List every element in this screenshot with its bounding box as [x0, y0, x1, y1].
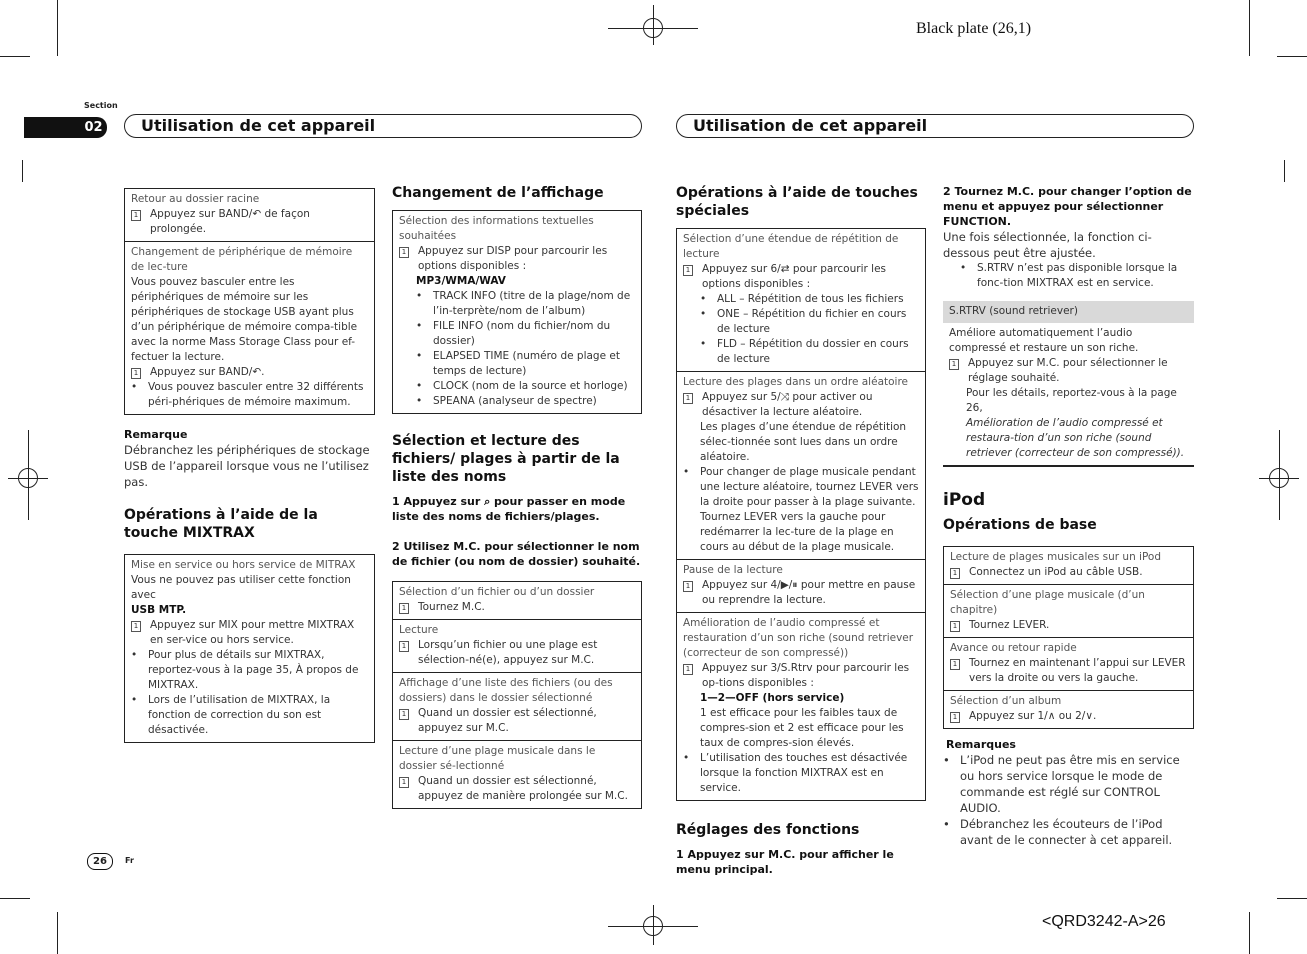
cell-text: Vous ne pouvez pas utiliser cette fonction avec	[131, 574, 351, 601]
step-item: 1 Connectez un iPod au câble USB.	[950, 565, 1187, 580]
bullet-item: • Pour plus de détails sur MIXTRAX, reportez-vous à la page 35, À propos de MIXTRAX.	[131, 648, 368, 693]
step-item: 1 Appuyez sur DISP pour parcourir les options disponibles :	[399, 244, 635, 274]
step-item: 1 Appuyez sur 6/⇄ pour parcourir les options disponibles :	[683, 262, 919, 292]
section-heading: Opérations de base	[943, 517, 1097, 533]
remark-text: Débranchez les périphériques de stockage USB de l’appareil lorsque vous ne l’utilisez pas.	[124, 443, 370, 489]
step-item: 1 Quand un dossier est sélectionné, appuyez de manière prolongée sur M.C.	[399, 774, 635, 804]
step-heading: 1 Appuyez sur M.C. pour afficher le menu principal.	[676, 848, 894, 876]
step-text: Une fois sélectionnée, la fonction ci-dessous peut être ajustée.	[943, 230, 1152, 260]
crop-mark	[1277, 56, 1307, 57]
step-text: Appuyez sur BAND/↶.	[150, 366, 265, 378]
bullet-text: Pour changer de plage musicale pendant une lecture aléatoire, tournez LEVER vers la droite pour passer à la plage suivante. Tournez LEVER vers la gauche pour redémarrer la lec-ture de la plage en cours au début de la plage musicale.	[700, 466, 919, 553]
option-text: ALL – Répétition de tous les fichiers	[717, 293, 904, 305]
info-table	[124, 188, 375, 415]
bullet-text: L’iPod ne peut pas être mis en service ou hors service lorsque le mode de commande est réglé sur CONTROL AUDIO.	[960, 753, 1180, 815]
option-item: • ONE – Répétition du fichier en cours de lecture	[683, 307, 919, 337]
table-cell	[944, 585, 1193, 638]
table-cell	[677, 229, 925, 372]
table-cell	[393, 673, 641, 741]
registration-line	[653, 905, 654, 945]
step-item: 1 Appuyez sur 3/S.Rtrv pour parcourir les op-tions disponibles :	[683, 661, 919, 691]
step-text: Appuyez sur BAND/↶ de façon prolongée.	[150, 208, 310, 235]
info-table	[943, 546, 1194, 729]
crop-mark	[1284, 160, 1285, 182]
bullet-item: • S.RTRV n’est pas disponible lorsque la fonc-tion MIXTRAX est en service.	[943, 261, 1194, 291]
step-heading: 1 Appuyez sur ⌕ pour passer en mode liste des noms de fichiers/plages.	[392, 495, 626, 523]
step-item: 1 Appuyez sur 4/▶/⏸ pour mettre en pause ou reprendre la lecture.	[683, 578, 919, 608]
cell-text: 1 est efficace pour les faibles taux de compres-sion et 2 est efficace pour les taux de compres-sion élevés.	[700, 707, 904, 749]
cell-caption: Sélection d’un fichier ou d’un dossier	[399, 586, 595, 598]
option-list: 1—2—OFF (hors service)	[700, 692, 845, 704]
step-text: Appuyez sur M.C. pour sélectionner le réglage souhaité.	[968, 357, 1168, 384]
table-cell	[677, 560, 925, 613]
bullet-text: S.RTRV n’est pas disponible lorsque la fonc-tion MIXTRAX est en service.	[977, 262, 1178, 289]
option-text: SPEANA (analyseur de spectre)	[433, 395, 597, 407]
crop-mark	[57, 912, 58, 954]
cell-text: Pour les détails, reportez-vous à la page 26,	[966, 387, 1177, 414]
crop-mark	[1249, 0, 1250, 56]
step-item: 1 Tournez en maintenant l’appui sur LEVER vers la droite ou vers la gauche.	[950, 656, 1187, 686]
bullet-text: L’utilisation des touches est désactivée lorsque la fonction MIXTRAX est en service.	[700, 752, 908, 794]
cell-caption: Avance ou retour rapide	[950, 642, 1077, 654]
step-text: Appuyez sur 1/∧ ou 2/∨.	[969, 710, 1097, 722]
option-item: • FILE INFO (nom du fichier/nom du dossier)	[399, 319, 635, 349]
step-text: Tournez LEVER.	[969, 619, 1050, 631]
bullet-item: • Débranchez les écouteurs de l’iPod avant de le connecter à cet appareil.	[943, 816, 1194, 848]
step-text: Appuyez sur 6/⇄ pour parcourir les options disponibles :	[702, 263, 886, 290]
step-item: 1 Appuyez sur BAND/↶.	[131, 365, 368, 380]
option-item: • FLD – Répétition du dossier en cours de lecture	[683, 337, 919, 367]
step-item: 1 Appuyez sur M.C. pour sélectionner le réglage souhaité.	[949, 356, 1188, 386]
cell-caption: Mise en service ou hors service de MITRAX	[131, 559, 356, 571]
format-list: MP3/WMA/WAV	[416, 275, 506, 287]
option-item: • ALL – Répétition de tous les fichiers	[700, 293, 904, 305]
cell-caption: Sélection des informations textuelles souhaitées	[399, 215, 594, 242]
bullet-text: Débranchez les écouteurs de l’iPod avant de le connecter à cet appareil.	[960, 817, 1173, 847]
option-text: TRACK INFO (titre de la plage/nom de l’in-terprète/nom de l’album)	[433, 290, 631, 317]
cell-caption: Lecture des plages dans un ordre aléatoire	[683, 376, 909, 388]
crop-mark	[1277, 898, 1307, 899]
section-heading: Opérations à l’aide de touches spéciales	[676, 185, 918, 219]
step-text: Appuyez sur 5/⤨ pour activer ou désactiver la lecture aléatoire.	[702, 391, 873, 418]
column-4	[943, 184, 1194, 848]
info-table	[392, 581, 642, 809]
step-item: 1 Appuyez sur MIX pour mettre MIXTRAX en ser-vice ou hors service.	[131, 618, 368, 648]
option-text: CLOCK (nom de la source et horloge)	[433, 380, 628, 392]
cell-caption: Changement de périphérique de mémoire de lec-ture	[131, 246, 353, 273]
info-table	[124, 554, 375, 743]
srtrv-table	[943, 301, 1194, 467]
cell-caption: Lecture d’une plage musicale dans le dossier sé-lectionné	[399, 745, 596, 772]
table-cell	[393, 582, 641, 620]
section-heading: Réglages des fonctions	[676, 822, 860, 838]
bullet-item: • Vous pouvez basculer entre 32 différents péri-phériques de mémoire maximum.	[131, 380, 368, 410]
bullet-text: Pour plus de détails sur MIXTRAX, reportez-vous à la page 35, À propos de MIXTRAX.	[148, 649, 359, 691]
crop-mark	[0, 898, 30, 899]
cell-caption: Amélioration de l’audio compressé et restauration d’un son riche (sound retriever (correcteur de son compressé))	[683, 617, 914, 659]
table-cell	[944, 691, 1193, 728]
crop-mark	[57, 0, 58, 56]
step-item: 1 Appuyez sur 1/∧ ou 2/∨.	[950, 709, 1187, 724]
section-heading: Opérations à l’aide de la touche MIXTRAX	[124, 507, 318, 541]
cell-caption: Retour au dossier racine	[131, 193, 260, 205]
step-text: Tournez M.C.	[418, 601, 485, 613]
section-label: Section	[84, 101, 118, 110]
section-heading: Sélection et lecture des fichiers/ plages à partir de la liste des noms	[392, 433, 620, 485]
remark-title: Remarque	[124, 428, 188, 441]
cell-caption: Pause de la lecture	[683, 564, 783, 576]
cell-caption: Sélection d’une plage musicale (d’un chapitre)	[950, 589, 1145, 616]
step-text: Appuyez sur 4/▶/⏸ pour mettre en pause ou reprendre la lecture.	[702, 579, 916, 606]
column-2	[392, 184, 642, 809]
step-text: Appuyez sur DISP pour parcourir les options disponibles :	[418, 245, 608, 272]
step-text: Tournez en maintenant l’appui sur LEVER vers la droite ou vers la gauche.	[969, 657, 1186, 684]
table-cell	[677, 613, 925, 800]
table-cell	[943, 323, 1194, 465]
step-text: Lorsqu’un fichier ou une plage est sélection-né(e), appuyez sur M.C.	[418, 639, 598, 666]
table-cell	[944, 547, 1193, 585]
bullet-item: • Pour changer de plage musicale pendant une lecture aléatoire, tournez LEVER vers la droite pour passer à la plage suivante. Tournez LEVER vers la gauche pour redémarrer la lec-ture de la plage en cours au début de la plage musicale.	[683, 466, 919, 553]
page-title-left: Utilisation de cet appareil	[124, 114, 642, 138]
table-cell	[944, 638, 1193, 691]
table-cell	[393, 211, 641, 413]
bullet-item: • Lors de l’utilisation de MIXTRAX, la fonction de correction du son est désactivée.	[131, 693, 368, 738]
document-code: <QRD3242-A>26	[1042, 913, 1166, 930]
option-text: FILE INFO (nom du fichier/nom du dossier)	[433, 320, 611, 347]
option-text: ELAPSED TIME (numéro de plage et temps de lecture)	[433, 350, 620, 377]
bullet-text: Lors de l’utilisation de MIXTRAX, la fonction de correction du son est désactivée.	[148, 694, 331, 736]
cell-text: Vous pouvez basculer entre les périphériques de mémoire sur les périphériques de stockage USB ayant plus d’un périphérique de mémoire compa-tible avec la norme Mass Storage Class pour ef-fectuer la lecture.	[131, 276, 358, 363]
step-item: 1 Tournez LEVER.	[950, 618, 1187, 633]
step-text: Appuyez sur MIX pour mettre MIXTRAX en ser-vice ou hors service.	[150, 619, 355, 646]
table-cell	[125, 555, 374, 742]
bullet-text: Vous pouvez basculer entre 32 différents péri-phériques de mémoire maximum.	[148, 381, 364, 408]
table-cell	[393, 620, 641, 673]
option-text: ONE – Répétition du fichier en cours de lecture	[717, 308, 907, 335]
crop-mark	[0, 56, 30, 57]
page-title-right: Utilisation de cet appareil	[676, 114, 1194, 138]
table-cell	[125, 189, 374, 242]
step-text: Quand un dossier est sélectionné, appuyez de manière prolongée sur M.C.	[418, 775, 628, 802]
step-text: Quand un dossier est sélectionné, appuyez sur M.C.	[418, 707, 597, 734]
table-cell	[677, 372, 925, 560]
cell-caption: Lecture	[399, 624, 439, 636]
cell-caption: Sélection d’une étendue de répétition de lecture	[683, 233, 899, 260]
step-item: 1 Lorsqu’un fichier ou une plage est sélection-né(e), appuyez sur M.C.	[399, 638, 635, 668]
step-item: 1 Tournez M.C.	[399, 600, 635, 615]
column-3	[676, 184, 926, 877]
cell-caption: Sélection d’un album	[950, 695, 1062, 707]
crop-mark	[22, 160, 23, 182]
cell-text: Améliore automatiquement l’audio compressé et restaure un son riche.	[949, 327, 1139, 354]
table-cell	[393, 741, 641, 808]
info-table	[676, 228, 926, 801]
option-item: • SPEANA (analyseur de spectre)	[416, 395, 597, 407]
chapter-heading: iPod	[943, 490, 986, 510]
section-heading: Changement de l’affichage	[392, 185, 604, 201]
plate-label: Black plate (26,1)	[916, 20, 1032, 37]
cell-text: Les plages d’une étendue de répétition sélec-tionnée sont lues dans un ordre aléatoire.	[700, 421, 907, 463]
section-number: 02	[80, 117, 107, 138]
step-item: 1 Appuyez sur BAND/↶ de façon prolongée.	[131, 207, 368, 237]
crop-mark	[1249, 912, 1250, 954]
registration-line	[653, 5, 654, 45]
cell-caption: Lecture de plages musicales sur un iPod	[950, 551, 1162, 563]
option-item: • ELAPSED TIME (numéro de plage et temps de lecture)	[399, 349, 635, 379]
table-cell	[125, 242, 374, 414]
bullet-item: • L’utilisation des touches est désactivée lorsque la fonction MIXTRAX est en service.	[683, 751, 919, 796]
language-label: Fr	[125, 856, 134, 865]
remark-title: Remarques	[946, 738, 1016, 751]
registration-line	[1279, 430, 1280, 520]
option-item: • CLOCK (nom de la source et horloge)	[416, 380, 628, 392]
step-item: 1 Quand un dossier est sélectionné, appuyez sur M.C.	[399, 706, 635, 736]
step-text: Connectez un iPod au câble USB.	[969, 566, 1143, 578]
cell-link-text: Amélioration de l’audio compressé et restaura-tion d’un son riche (sound retriever (correcteur de son compressé)).	[966, 417, 1185, 459]
page-number: 26	[87, 853, 113, 870]
info-table	[392, 210, 642, 414]
registration-line	[28, 430, 29, 520]
cell-caption: Affichage d’une liste des fichiers (ou des dossiers) dans le dossier sélectionné	[399, 677, 613, 704]
option-item: • TRACK INFO (titre de la plage/nom de l’in-terprète/nom de l’album)	[399, 289, 635, 319]
step-heading: 2 Tournez M.C. pour changer l’option de menu et appuyez pour sélectionner FUNCTION.	[943, 185, 1192, 228]
option-text: FLD – Répétition du dossier en cours de lecture	[717, 338, 909, 365]
table-header: S.RTRV (sound retriever)	[943, 301, 1194, 323]
column-1	[124, 188, 375, 743]
step-item: 1 Appuyez sur 5/⤨ pour activer ou désactiver la lecture aléatoire.	[683, 390, 919, 420]
cell-text: USB MTP.	[131, 604, 187, 616]
step-heading: 2 Utilisez M.C. pour sélectionner le nom de fichier (ou nom de dossier) souhaité.	[392, 540, 641, 568]
bullet-item: • L’iPod ne peut pas être mis en service ou hors service lorsque le mode de commande est réglé sur CONTROL AUDIO.	[943, 752, 1194, 816]
step-text: Appuyez sur 3/S.Rtrv pour parcourir les op-tions disponibles :	[702, 662, 910, 689]
